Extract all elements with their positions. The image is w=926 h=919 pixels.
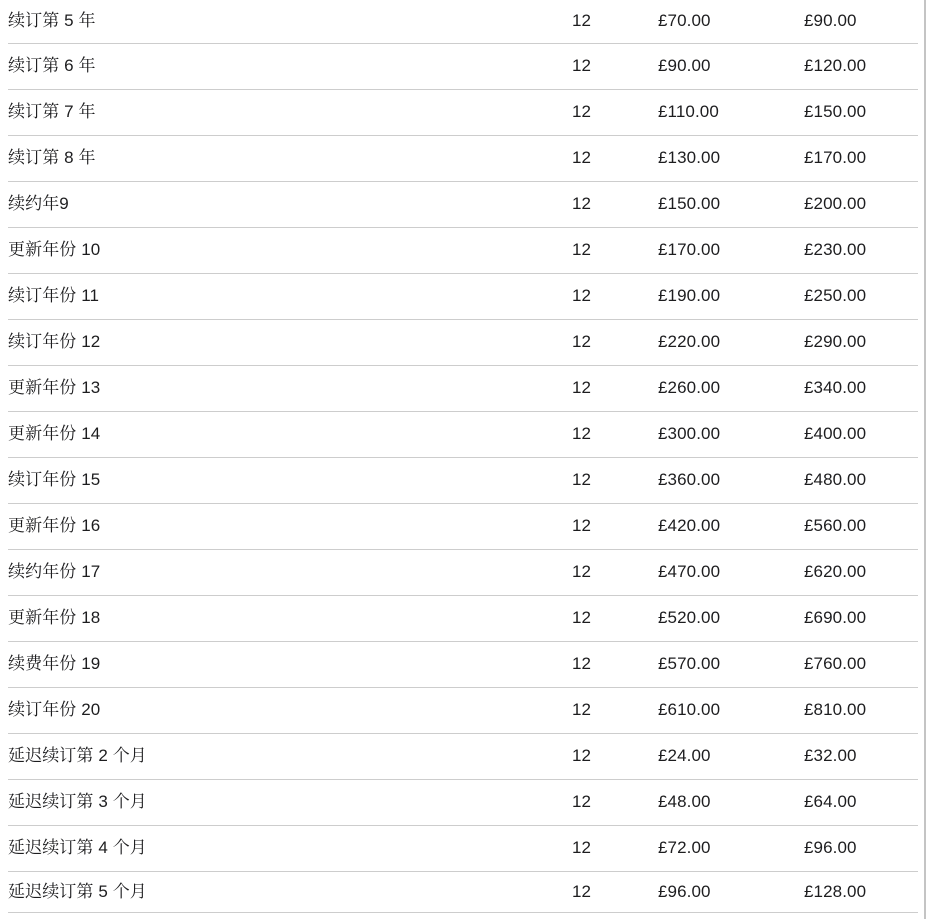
row-label: 延迟续订第 2 个月 [8,746,147,766]
row-label: 更新年份 10 [8,240,101,260]
row-price-tier1: £190.00 [658,286,721,306]
row-price-tier1: £220.00 [658,332,721,352]
row-price-tier2: £560.00 [804,516,867,536]
table-row [8,642,918,688]
row-label: 续订年份 11 [8,286,100,306]
row-price-tier1: £300.00 [658,424,721,444]
row-quantity: 12 [572,11,592,31]
table-row [8,90,918,136]
row-label: 更新年份 16 [8,516,101,536]
row-quantity: 12 [572,102,592,122]
row-price-tier2: £340.00 [804,378,867,398]
row-label: 更新年份 18 [8,608,101,628]
row-quantity: 12 [572,240,592,260]
row-price-tier2: £128.00 [804,881,867,901]
row-price-tier1: £420.00 [658,516,721,536]
row-price-tier1: £150.00 [658,194,721,214]
row-price-tier2: £250.00 [804,286,867,306]
row-label: 续订年份 12 [8,332,101,352]
row-price-tier2: £64.00 [804,792,857,812]
table-row [8,136,918,182]
table-row [8,688,918,734]
table-row [8,182,918,228]
row-price-tier1: £170.00 [658,240,721,260]
row-label: 续订第 6 年 [8,56,96,76]
row-quantity: 12 [572,378,592,398]
row-price-tier1: £110.00 [658,102,719,122]
row-price-tier1: £470.00 [658,562,721,582]
table-row [8,320,918,366]
row-quantity: 12 [572,332,592,352]
row-price-tier1: £90.00 [658,56,711,76]
row-price-tier2: £90.00 [804,11,857,31]
table-row [8,366,918,412]
row-price-tier1: £96.00 [658,881,711,901]
row-label: 更新年份 13 [8,378,101,398]
row-price-tier1: £260.00 [658,378,721,398]
row-quantity: 12 [572,562,592,582]
row-price-tier2: £96.00 [804,838,857,858]
row-quantity: 12 [572,148,592,168]
row-quantity: 12 [572,608,592,628]
row-quantity: 12 [572,746,592,766]
row-label: 续费年份 19 [8,654,101,674]
row-label: 续约年份 17 [8,562,101,582]
row-price-tier2: £480.00 [804,470,867,490]
row-quantity: 12 [572,56,592,76]
table-row [8,44,918,90]
row-quantity: 12 [572,792,592,812]
row-price-tier1: £610.00 [658,700,721,720]
row-price-tier1: £24.00 [658,746,711,766]
row-label: 延迟续订第 5 个月 [8,881,147,901]
row-price-tier2: £760.00 [804,654,867,674]
table-row [8,274,918,320]
row-label: 续订第 5 年 [8,11,96,31]
row-label: 续订年份 15 [8,470,101,490]
row-label: 更新年份 14 [8,424,101,444]
table-row [8,412,918,458]
table-row [8,458,918,504]
row-price-tier1: £360.00 [658,470,721,490]
table-row [8,826,918,872]
table-row [8,228,918,274]
row-price-tier1: £48.00 [658,792,711,812]
row-quantity: 12 [572,700,592,720]
table-row [8,780,918,826]
row-price-tier1: £70.00 [658,11,711,31]
row-quantity: 12 [572,470,592,490]
row-price-tier2: £230.00 [804,240,867,260]
row-quantity: 12 [572,424,592,444]
row-label: 续订年份 20 [8,700,101,720]
row-price-tier2: £810.00 [804,700,867,720]
row-quantity: 12 [572,654,592,674]
row-quantity: 12 [572,286,592,306]
row-price-tier1: £570.00 [658,654,721,674]
table-row [8,0,918,44]
row-price-tier2: £400.00 [804,424,867,444]
table-row [8,550,918,596]
table-row [8,872,918,913]
table-row [8,734,918,780]
row-quantity: 12 [572,194,592,214]
row-price-tier2: £290.00 [804,332,867,352]
row-price-tier1: £72.00 [658,838,711,858]
table-row [8,596,918,642]
row-price-tier2: £150.00 [804,102,867,122]
renewal-pricing-table [8,0,918,913]
row-quantity: 12 [572,881,592,901]
row-label: 续订第 8 年 [8,148,96,168]
row-price-tier1: £130.00 [658,148,721,168]
row-price-tier1: £520.00 [658,608,721,628]
row-price-tier2: £120.00 [804,56,867,76]
row-label: 续订第 7 年 [8,102,96,122]
table-row [8,504,918,550]
row-quantity: 12 [572,516,592,536]
row-price-tier2: £32.00 [804,746,857,766]
row-label: 延迟续订第 4 个月 [8,838,147,858]
row-price-tier2: £690.00 [804,608,867,628]
row-label: 续约年9 [8,194,69,214]
row-price-tier2: £620.00 [804,562,867,582]
row-price-tier2: £200.00 [804,194,867,214]
row-price-tier2: £170.00 [804,148,867,168]
row-label: 延迟续订第 3 个月 [8,792,147,812]
row-quantity: 12 [572,838,592,858]
